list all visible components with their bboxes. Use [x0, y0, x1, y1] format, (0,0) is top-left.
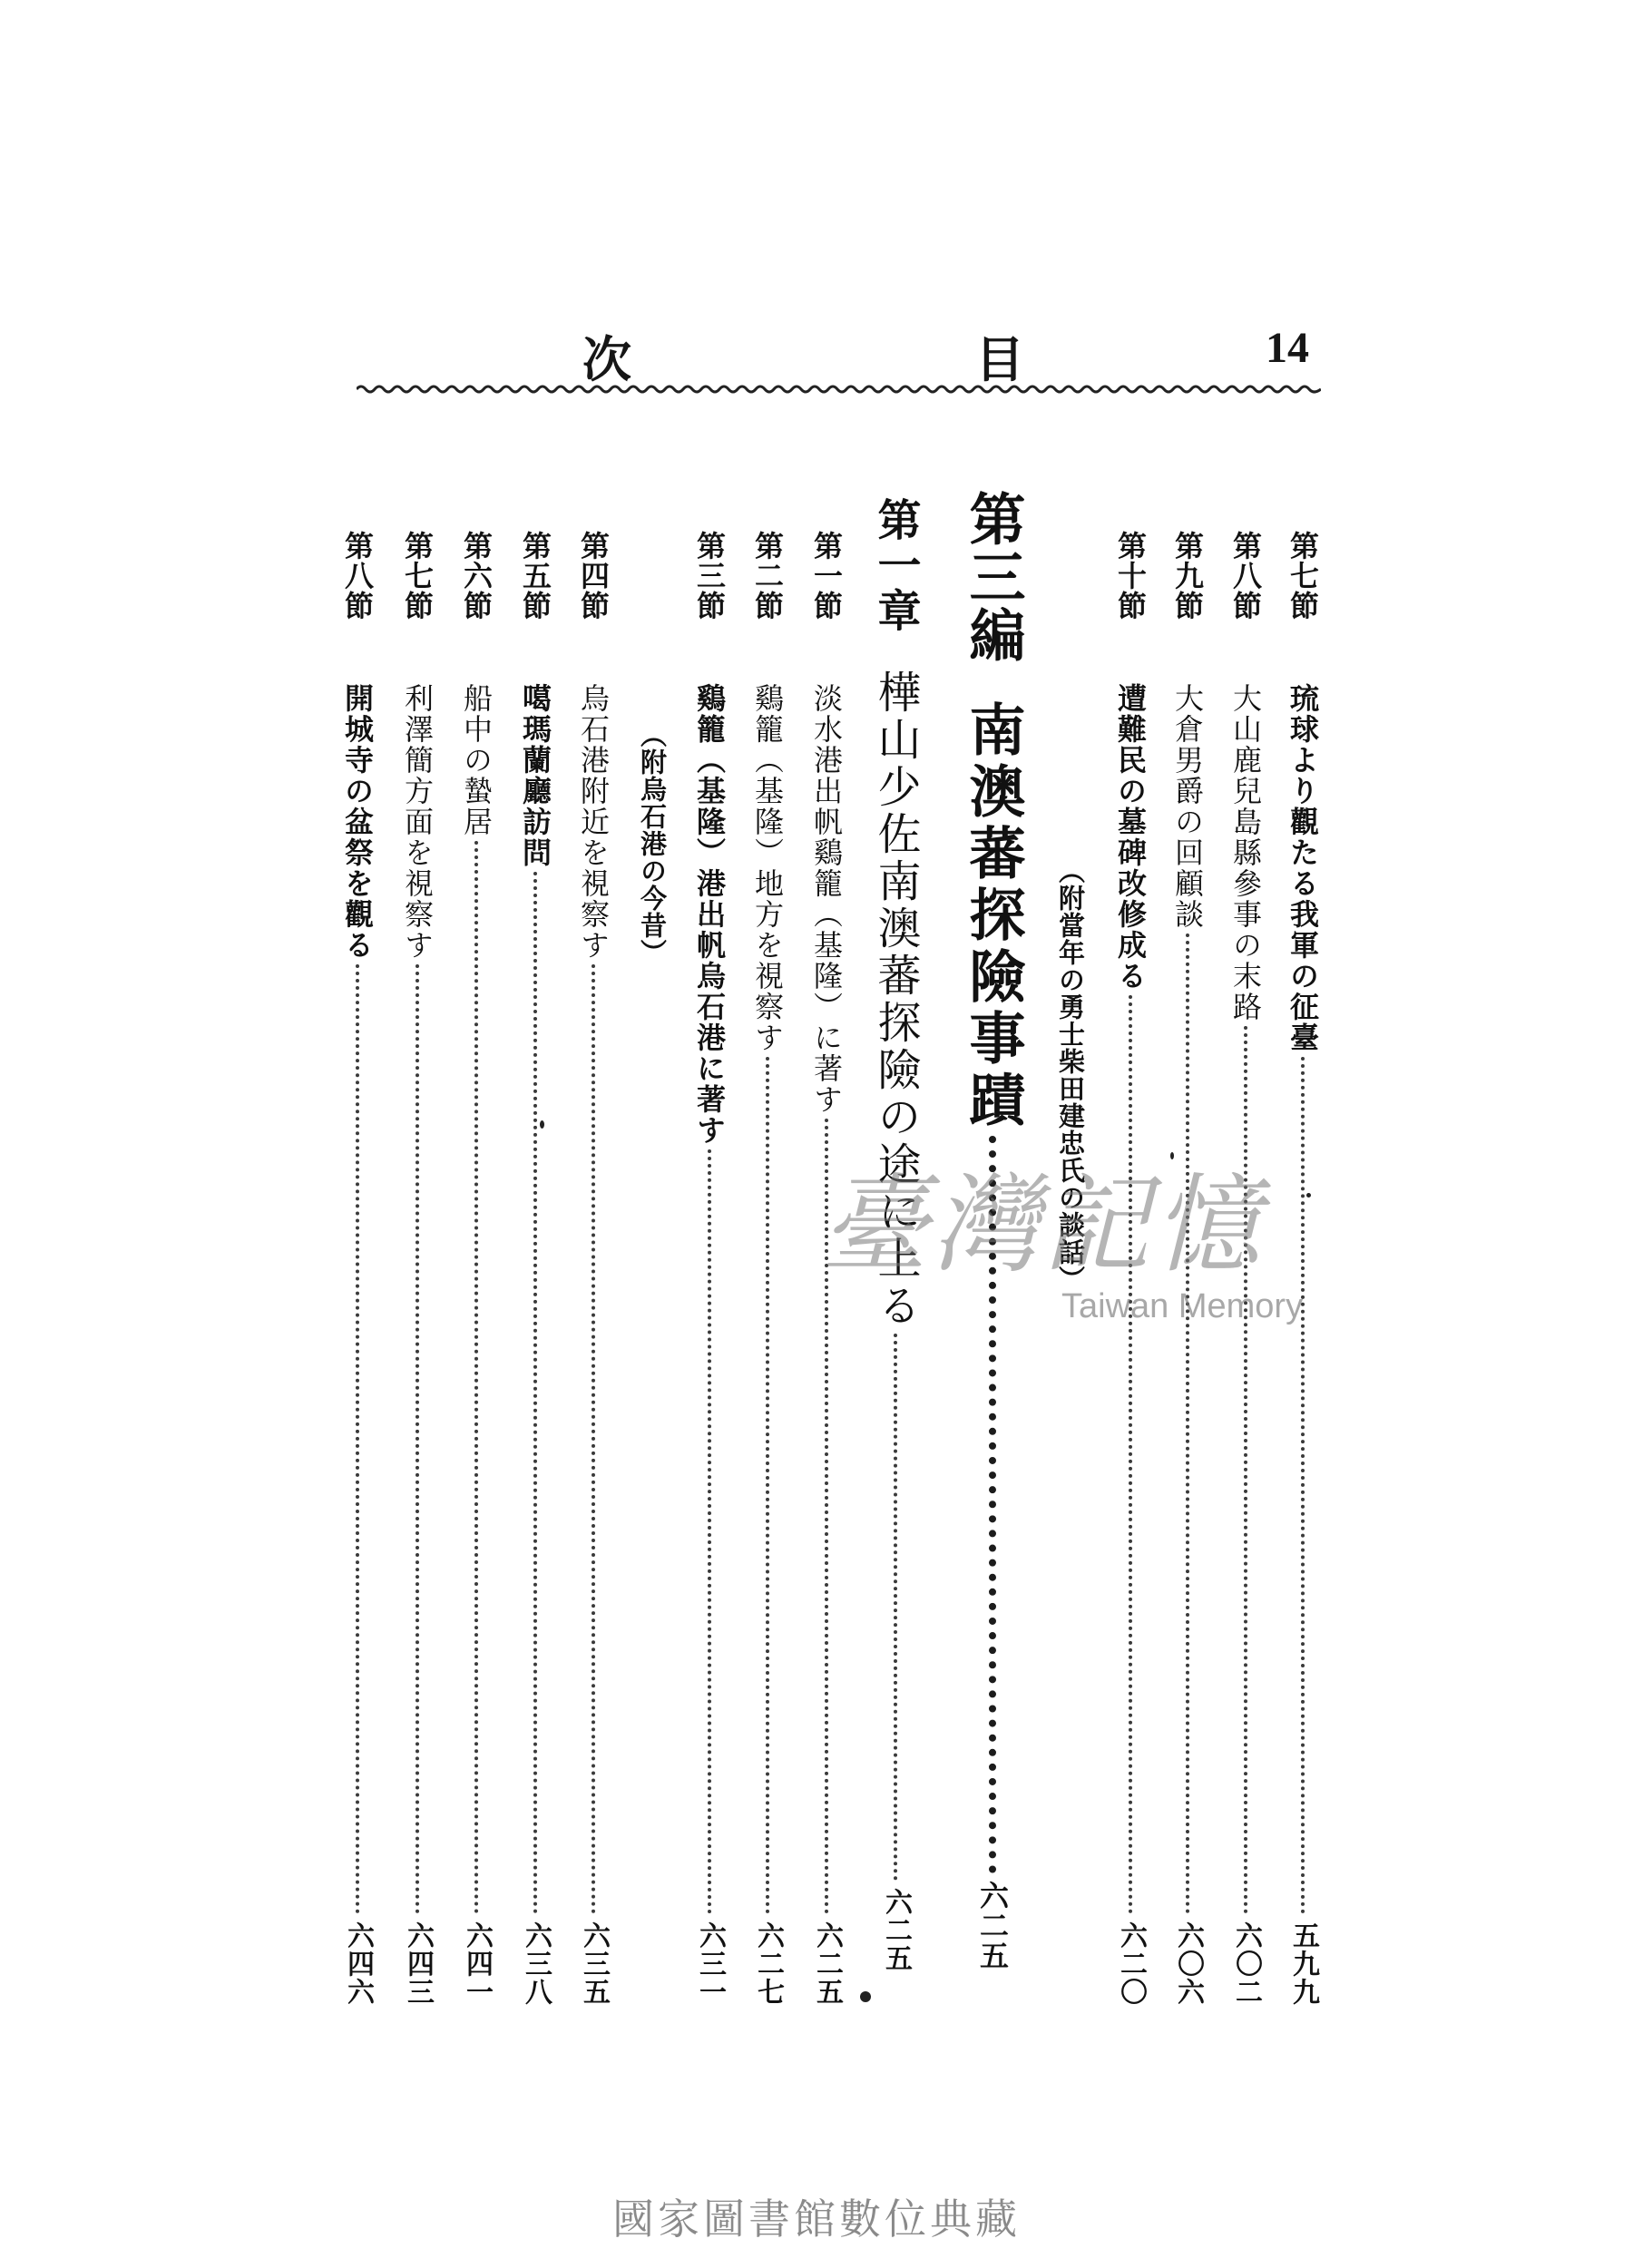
toc-note: （附當年の勇士柴田建忠氏の談話）	[1055, 857, 1086, 1293]
toc-entry-label: 第八節	[340, 531, 375, 621]
toc-entry-page: 六四六	[342, 1921, 374, 2006]
toc-entry-page: 六二〇	[1115, 1921, 1147, 2006]
toc-entry-title: 淡水港出帆鷄籠（基隆）に著す	[809, 683, 844, 1115]
toc-entry-label: 第四節	[576, 531, 611, 621]
toc-entry[interactable]	[576, 531, 611, 2006]
toc-entry-page: 六〇二	[1230, 1921, 1262, 2006]
toc-entry-label: 第九節	[1170, 531, 1205, 621]
toc-entry-label: 第七節	[1286, 531, 1320, 621]
toc-entry-page: 六〇六	[1172, 1921, 1204, 2006]
watermark-english-text: Taiwan Memory	[1061, 1287, 1304, 1325]
toc-entry-title: 開城寺の盆祭を觀る	[340, 683, 375, 961]
toc-entry[interactable]	[400, 531, 435, 2006]
toc-part-label: 第三編	[960, 490, 1026, 664]
toc-entry-label: 第五節	[518, 531, 552, 621]
toc-entry[interactable]	[692, 531, 727, 2006]
taiwan-memory-watermark	[821, 1139, 1303, 1326]
toc-note: （附烏石港の今昔）	[637, 721, 668, 966]
toc-entry-label: 第一節	[809, 531, 844, 621]
toc-entry-page: 六三八	[520, 1921, 552, 2006]
toc-entry-page: 五九九	[1287, 1921, 1319, 2006]
toc-leader-dots	[592, 964, 595, 1914]
toc-entry-page: 六二五	[811, 1921, 843, 2006]
header-left-character: 次	[582, 330, 631, 388]
toc-entry-title: 遭難民の墓碑改修成る	[1113, 683, 1148, 992]
toc-entry[interactable]	[750, 531, 785, 2006]
toc-chapter-label: 第一章	[870, 497, 921, 633]
scan-speck	[1170, 1152, 1174, 1159]
toc-leader-dots	[416, 964, 419, 1914]
page-number: 14	[1266, 324, 1309, 372]
toc-entry-title: 噶瑪蘭廳訪問	[518, 683, 552, 868]
toc-entry-label: 第八節	[1228, 531, 1263, 621]
toc-entry-label: 第二節	[750, 531, 785, 621]
toc-leader-dots	[708, 1149, 711, 1914]
toc-part-page: 六二五	[975, 1881, 1010, 1970]
toc-leader-dots	[766, 1057, 769, 1914]
toc-entry[interactable]	[518, 531, 552, 2006]
toc-entry-page: 六三五	[578, 1921, 610, 2006]
scan-speck	[860, 1991, 871, 2002]
toc-entry[interactable]	[340, 531, 375, 2006]
toc-entry-title: 船中の蟄居	[459, 683, 494, 837]
scan-speck	[1306, 1193, 1311, 1198]
library-footer: 國家圖書館數位典藏	[612, 2195, 1021, 2244]
toc-leader-dots	[1186, 934, 1189, 1914]
toc-leader-dots	[894, 1334, 897, 1881]
scan-speck	[540, 1120, 544, 1129]
toc-entry-page: 六四三	[402, 1921, 434, 2006]
toc-chapter-title: 樺山少佐南澳蕃探險の途に上る	[870, 670, 921, 1330]
toc-entry-label: 第十節	[1113, 531, 1148, 621]
toc-entry-label: 第六節	[459, 531, 494, 621]
toc-entry-title: 鷄籠（基隆）地方を視察す	[750, 683, 785, 1053]
toc-entry-title: 利澤簡方面を視察す	[400, 683, 435, 961]
header-wavy-rule	[357, 383, 1321, 396]
toc-entry-page: 六二七	[752, 1921, 784, 2006]
toc-leader-dots	[1129, 995, 1132, 1914]
toc-leader-dots	[533, 872, 537, 1914]
toc-chapter-page: 六二五	[880, 1888, 912, 1972]
header-middle-character: 目	[975, 330, 1024, 388]
toc-entry-title: 鷄籠（基隆）港出帆烏石港に著す	[692, 683, 727, 1146]
toc-entry-title: 烏石港附近を視察す	[576, 683, 611, 961]
toc-leader-dots	[356, 964, 359, 1914]
toc-entry-page: 六四一	[461, 1921, 493, 2006]
toc-entry-page: 六三一	[694, 1921, 726, 2006]
toc-entry-title: 大山鹿兒島縣參事の末路	[1228, 683, 1263, 1022]
toc-entry-label: 第七節	[400, 531, 435, 621]
toc-leader-dots	[474, 841, 478, 1914]
toc-entry-title: 琉球より觀たる我軍の征臺	[1286, 683, 1320, 1053]
toc-entry-title: 大倉男爵の回顧談	[1170, 683, 1205, 930]
toc-part-title: 南澳蕃探險事蹟	[960, 700, 1026, 1132]
toc-entry-label: 第三節	[692, 531, 727, 621]
watermark-chinese-text: 臺灣記憶	[821, 1162, 1265, 1287]
toc-entry[interactable]	[459, 531, 494, 2006]
